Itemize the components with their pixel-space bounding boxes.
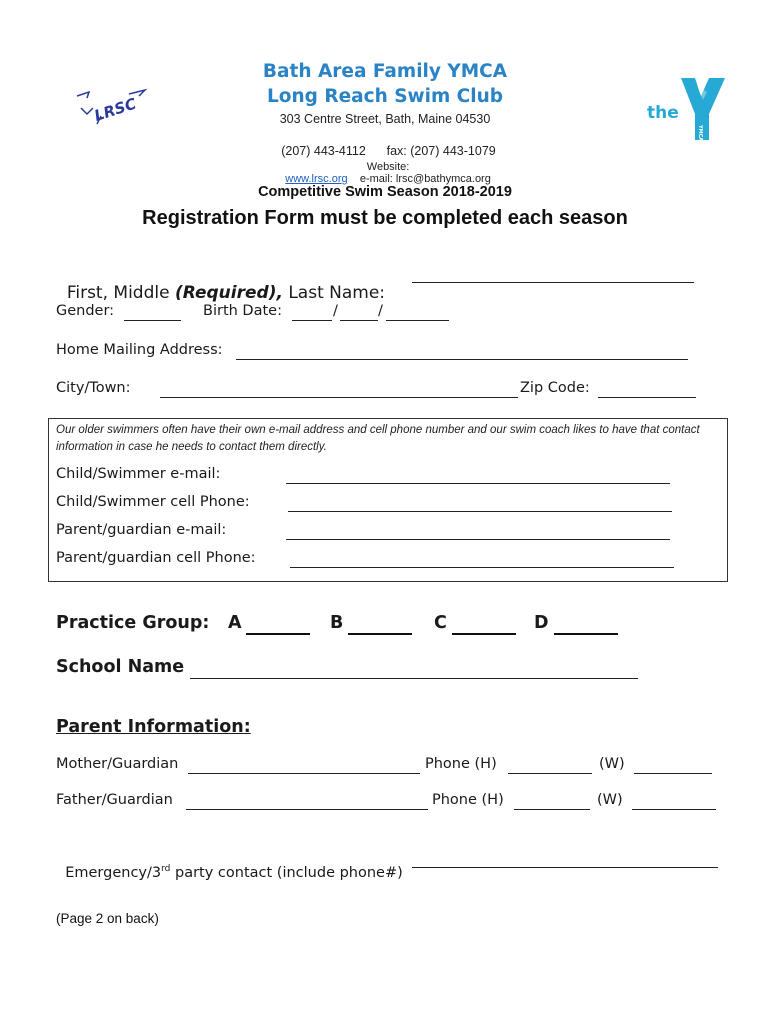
home-address-label: Home Mailing Address: (56, 342, 223, 358)
zip-label: Zip Code: (520, 380, 590, 396)
name-row (56, 263, 385, 303)
lrsc-logo-text: LRSC (91, 94, 139, 125)
name-suffix: Last Name: (282, 283, 386, 303)
emergency-suffix: party contact (include phone#) (170, 864, 403, 881)
mother-phone-h-label: Phone (H) (425, 756, 497, 772)
father-field[interactable] (186, 808, 428, 810)
father-phone-h-field[interactable] (514, 808, 590, 810)
name-required: (Required), (174, 283, 283, 303)
emergency-field[interactable] (412, 866, 718, 868)
parent-email-field[interactable] (286, 538, 670, 540)
phone-number: (207) 443-4112 (281, 144, 366, 158)
parent-phone-field[interactable] (290, 566, 674, 568)
gender-field[interactable] (124, 319, 181, 321)
father-phone-w-field[interactable] (632, 808, 716, 810)
father-phone-h-label: Phone (H) (432, 792, 504, 808)
practice-group-b-field[interactable] (348, 632, 412, 635)
birth-sep-1: / (333, 303, 338, 319)
home-address-field[interactable] (236, 358, 688, 360)
mother-field[interactable] (188, 772, 420, 774)
website-label: Website: (366, 161, 410, 173)
father-label: Father/Guardian (56, 792, 173, 808)
birth-date-label: Birth Date: (203, 303, 282, 319)
parent-email-label: Parent/guardian e-mail: (56, 522, 227, 538)
fax-number: fax: (207) 443-1079 (386, 144, 496, 158)
birth-year-field[interactable] (386, 319, 449, 321)
father-phone-w-label: (W) (597, 792, 623, 808)
child-email-field[interactable] (286, 482, 670, 484)
practice-group-label: Practice Group: (56, 613, 210, 633)
org-name: Bath Area Family YMCA (262, 61, 508, 82)
birth-month-field[interactable] (292, 319, 332, 321)
emergency-label (56, 848, 403, 881)
mother-phone-w-label: (W) (599, 756, 625, 772)
mother-label: Mother/Guardian (56, 756, 179, 772)
child-email-label: Child/Swimmer e-mail: (56, 466, 221, 482)
emergency-sup: rd (161, 864, 171, 874)
name-prefix: First, Middle (66, 283, 175, 303)
city-field[interactable] (160, 396, 518, 398)
club-name: Long Reach Swim Club (266, 86, 503, 107)
ymca-logo-the: the (646, 103, 679, 123)
mother-phone-h-field[interactable] (508, 772, 592, 774)
zip-field[interactable] (598, 396, 696, 398)
address-line: 303 Centre Street, Bath, Maine 04530 (279, 112, 491, 126)
parent-phone-label: Parent/guardian cell Phone: (56, 550, 256, 566)
school-name-field[interactable] (190, 677, 638, 679)
mother-phone-w-field[interactable] (634, 772, 712, 774)
web-line (0, 149, 770, 185)
form-title: Registration Form must be completed each season (142, 207, 628, 229)
email-text: e-mail: lrsc@bathymca.org (359, 173, 491, 185)
practice-group-c-field[interactable] (452, 632, 516, 635)
practice-group-c: C (434, 613, 447, 633)
practice-group-d-field[interactable] (554, 632, 618, 635)
child-phone-label: Child/Swimmer cell Phone: (56, 494, 250, 510)
gender-label: Gender: (56, 303, 115, 319)
emergency-prefix: Emergency/3 (65, 864, 162, 881)
birth-sep-2: / (378, 303, 383, 319)
name-field[interactable] (412, 281, 694, 283)
school-name-label: School Name (56, 657, 185, 677)
parent-info-heading: Parent Information: (56, 717, 251, 737)
practice-group-a-field[interactable] (246, 632, 310, 635)
ymca-logo-small: YMCA (696, 125, 703, 142)
birth-day-field[interactable] (340, 319, 378, 321)
contact-note: Our older swimmers often have their own e-mail address and cell phone number and our swim coach likes to have that contact information in case he needs to contact them directly. (56, 424, 700, 453)
page-note: (Page 2 on back) (56, 911, 159, 926)
practice-group-a: A (228, 613, 242, 633)
website-link[interactable]: www.lrsc.org (285, 173, 348, 185)
practice-group-b: B (330, 613, 344, 633)
season-title: Competitive Swim Season 2018-2019 (258, 184, 512, 200)
practice-group-d: D (534, 613, 549, 633)
child-phone-field[interactable] (288, 510, 672, 512)
city-label: City/Town: (56, 380, 131, 396)
